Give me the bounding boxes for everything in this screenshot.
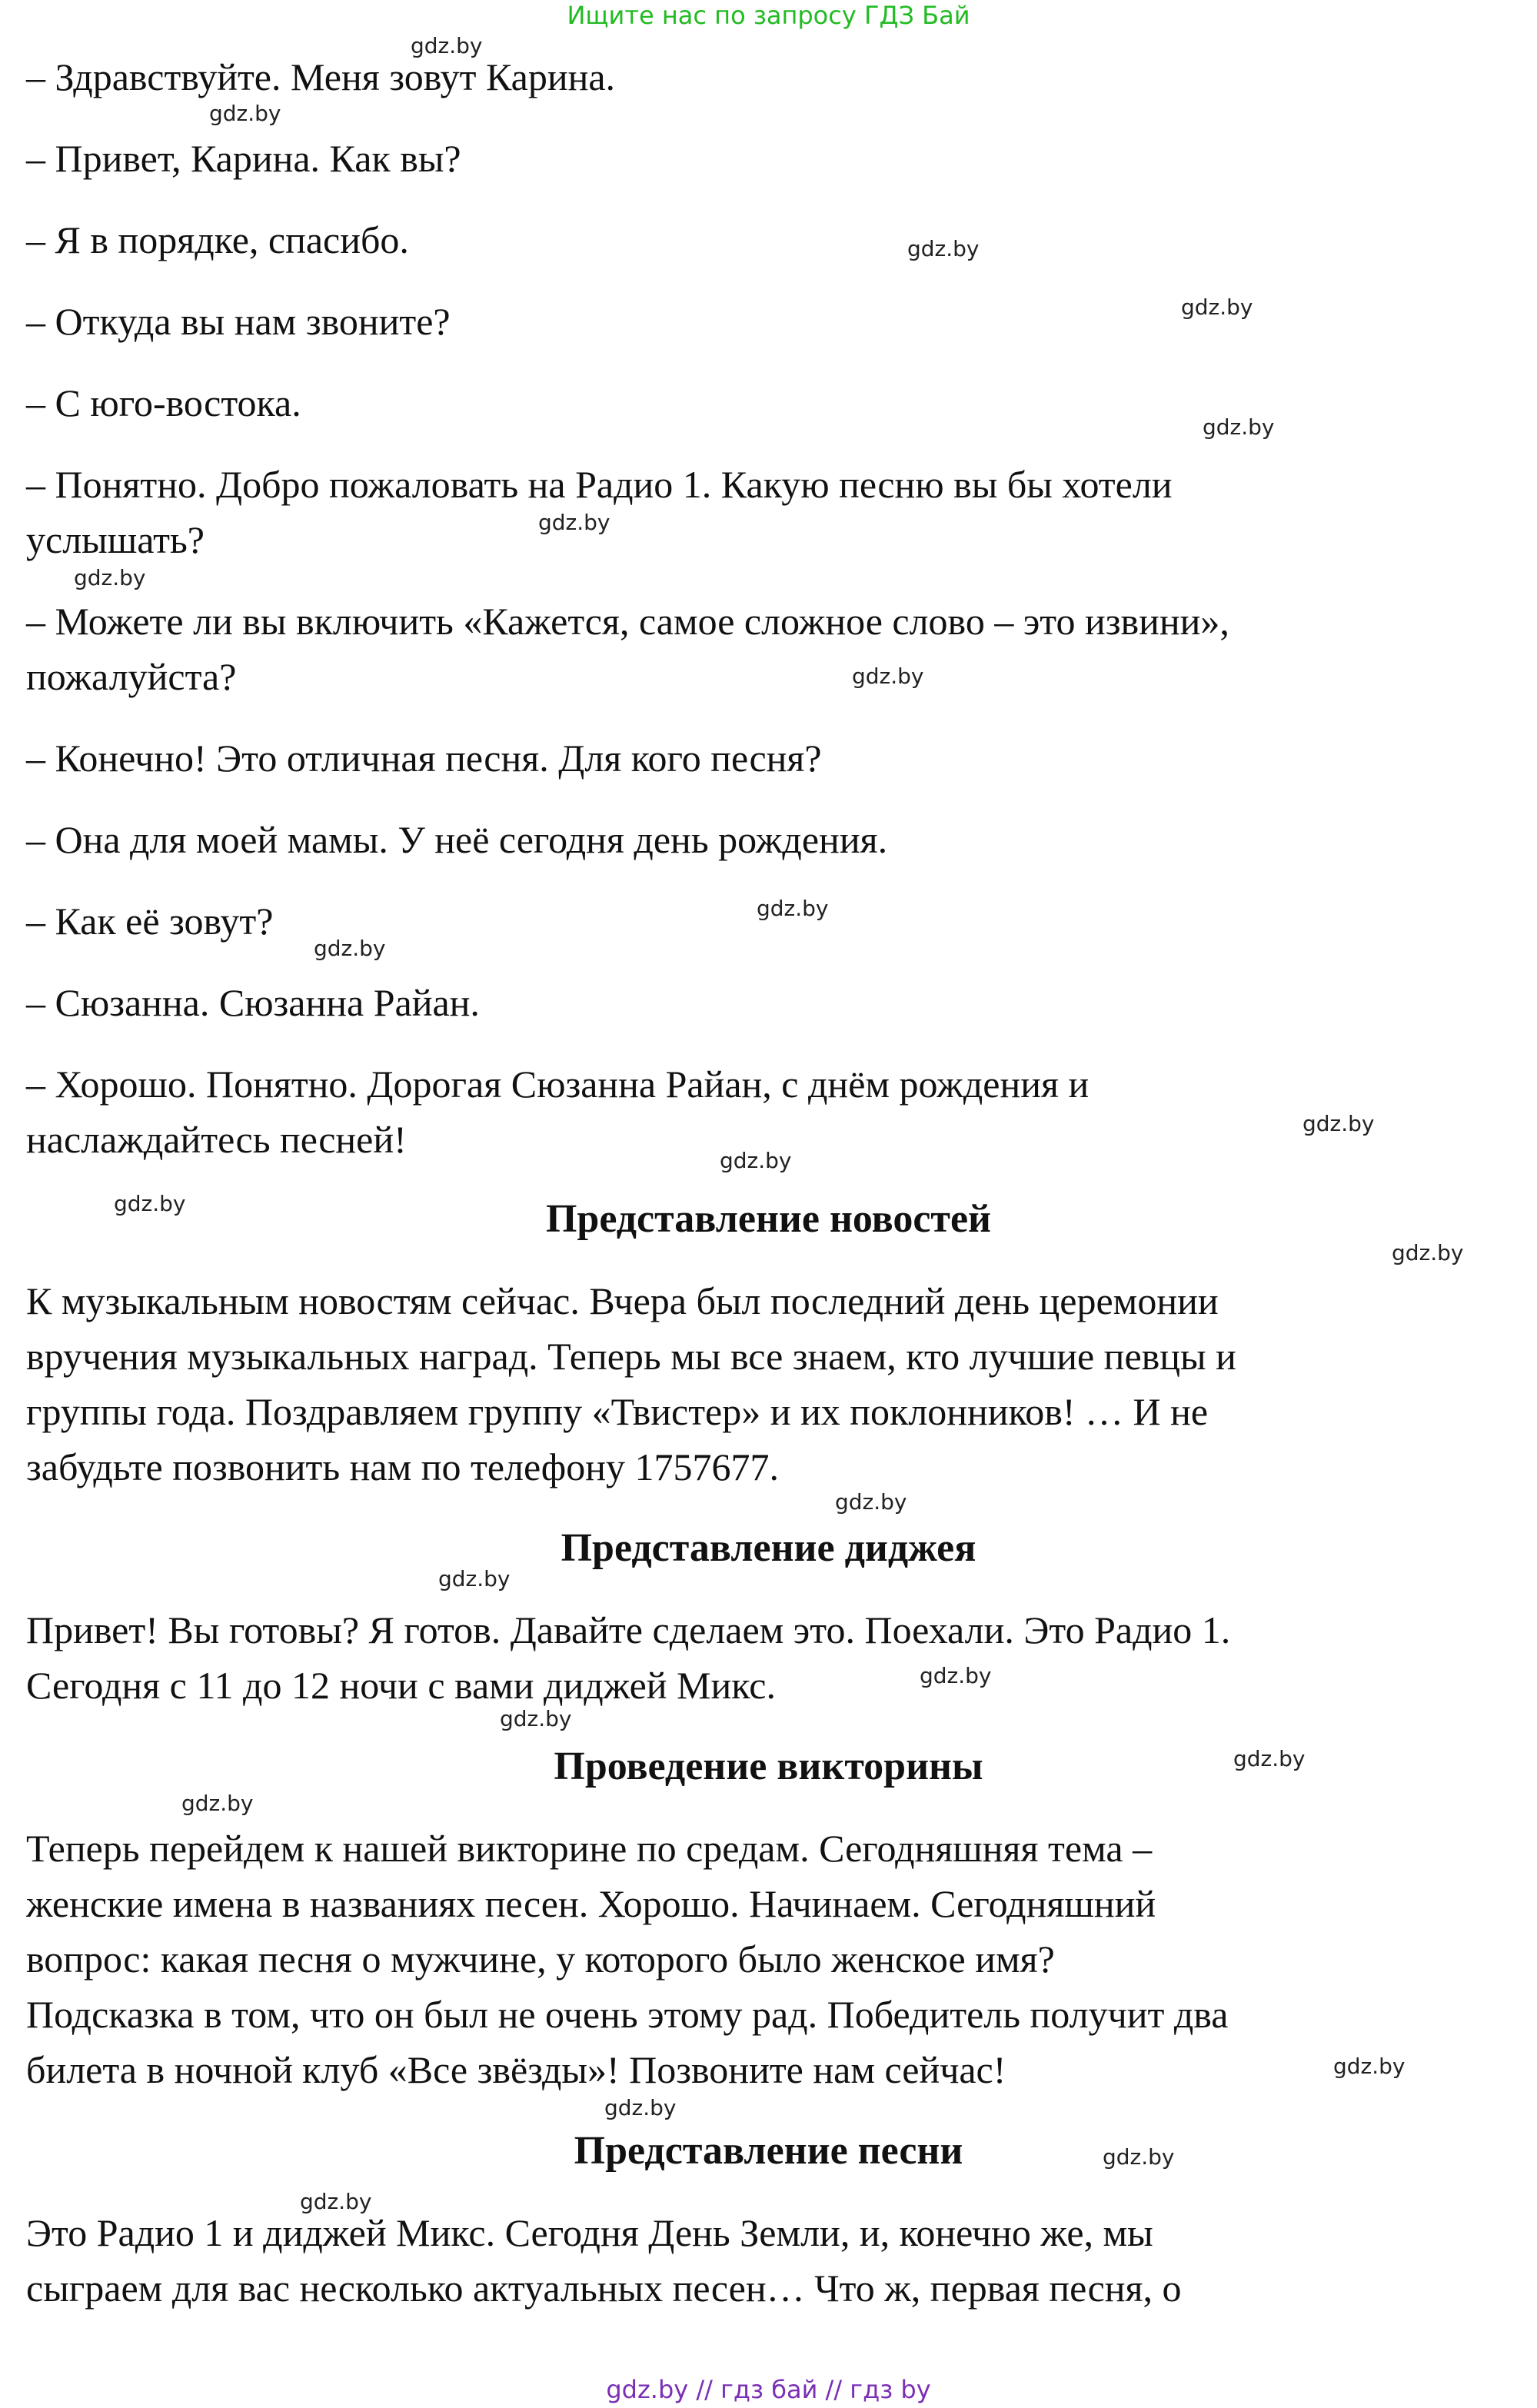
paragraph-line: Это Радио 1 и диджей Микс. Сегодня День Земли, и, конечно же, мы [26,2211,1153,2254]
watermark: gdz.by [1103,2144,1175,2170]
watermark: gdz.by [1392,1240,1464,1266]
dialogue-line: – Сюзанна. Сюзанна Райан. [26,981,480,1024]
paragraph-line: сыграем для вас несколько актуальных песен… Что ж, первая песня, о [26,2267,1182,2310]
watermark: gdz.by [604,2095,677,2120]
dialogue-line: – Здравствуйте. Меня зовут Карина. [26,55,616,98]
watermark: gdz.by [181,1791,254,1816]
dialogue-line: – Привет, Карина. Как вы? [26,137,461,180]
dialogue-line: – Понятно. Добро пожаловать на Радио 1. Какую песню вы бы хотели [26,463,1173,506]
watermark: gdz.by [438,1566,511,1591]
watermark: gdz.by [1302,1111,1375,1136]
dialogue-line: – Можете ли вы включить «Кажется, самое сложное слово – это извини», [26,600,1229,643]
dialogue-line: – Откуда вы нам звоните? [26,300,451,343]
watermark: gdz.by [1181,294,1253,320]
watermark: gdz.by [1203,414,1275,440]
dialogue-line: – Конечно! Это отличная песня. Для кого песня? [26,737,822,780]
watermark: gdz.by [1333,2054,1406,2079]
watermark: gdz.by [411,33,483,58]
section-heading-song: Представление песни [574,2129,963,2173]
watermark: gdz.by [300,2189,372,2214]
dialogue-line: наслаждайтесь песней! [26,1118,407,1161]
dialogue-line: пожалуйста? [26,655,237,698]
watermark: gdz.by [314,936,386,961]
watermark: gdz.by [920,1663,992,1688]
watermark: gdz.by [538,510,610,535]
paragraph-line: забудьте позвонить нам по телефону 1757677. [26,1445,779,1488]
paragraph-line: Привет! Вы готовы? Я готов. Давайте сделаем это. Поехали. Это Радио 1. [26,1608,1231,1651]
watermark: gdz.by [852,664,924,689]
section-heading-quiz: Проведение викторины [554,1744,983,1788]
paragraph-line: Подсказка в том, что он был не очень этому рад. Победитель получит два [26,1993,1229,2036]
paragraph-line: Теперь перейдем к нашей викторине по средам. Сегодняшняя тема – [26,1827,1153,1870]
dialogue-line: – Как её зовут? [26,900,274,943]
watermark: gdz.by [74,565,146,590]
watermark: gdz.by [114,1191,186,1216]
watermark: gdz.by [907,236,980,261]
paragraph-line: К музыкальным новостям сейчас. Вчера был последний день церемонии [26,1279,1219,1322]
paragraph-line: билета в ночной клуб «Все звёзды»! Позвоните нам сейчас! [26,2048,1006,2091]
dialogue-line: – Она для моей мамы. У неё сегодня день рождения. [26,818,888,861]
section-heading-news: Представление новостей [545,1197,992,1241]
watermark: gdz.by [1233,1746,1306,1771]
paragraph-line: группы года. Поздравляем группу «Твистер» и их поклонников! … И не [26,1390,1209,1433]
dialogue-line: – Я в порядке, спасибо. [26,218,409,261]
dialogue-line: услышать? [26,518,205,561]
paragraph-line: вопрос: какая песня о мужчине, у которого было женское имя? [26,1937,1055,1981]
watermark: gdz.by [757,896,829,921]
dialogue-line: – Хорошо. Понятно. Дорогая Сюзанна Райан, с днём рождения и [26,1063,1090,1106]
watermark: gdz.by [720,1148,792,1173]
top-banner: Ищите нас по запросу ГДЗ Бай [567,1,970,30]
dialogue-line: – С юго-востока. [26,381,301,424]
paragraph-line: женские имена в названиях песен. Хорошо. Начинаем. Сегодняшний [26,1882,1156,1925]
watermark: gdz.by [209,101,281,126]
watermark: gdz.by [835,1489,907,1515]
watermark: gdz.by [500,1706,572,1731]
paragraph-line: вручения музыкальных наград. Теперь мы все знаем, кто лучшие певцы и [26,1335,1236,1378]
paragraph-line: Сегодня с 11 до 12 ночи с вами диджей Микс. [26,1664,776,1707]
section-heading-dj: Представление диджея [561,1526,976,1570]
footer-links: gdz.by // гдз бай // гдз by [606,2375,931,2404]
